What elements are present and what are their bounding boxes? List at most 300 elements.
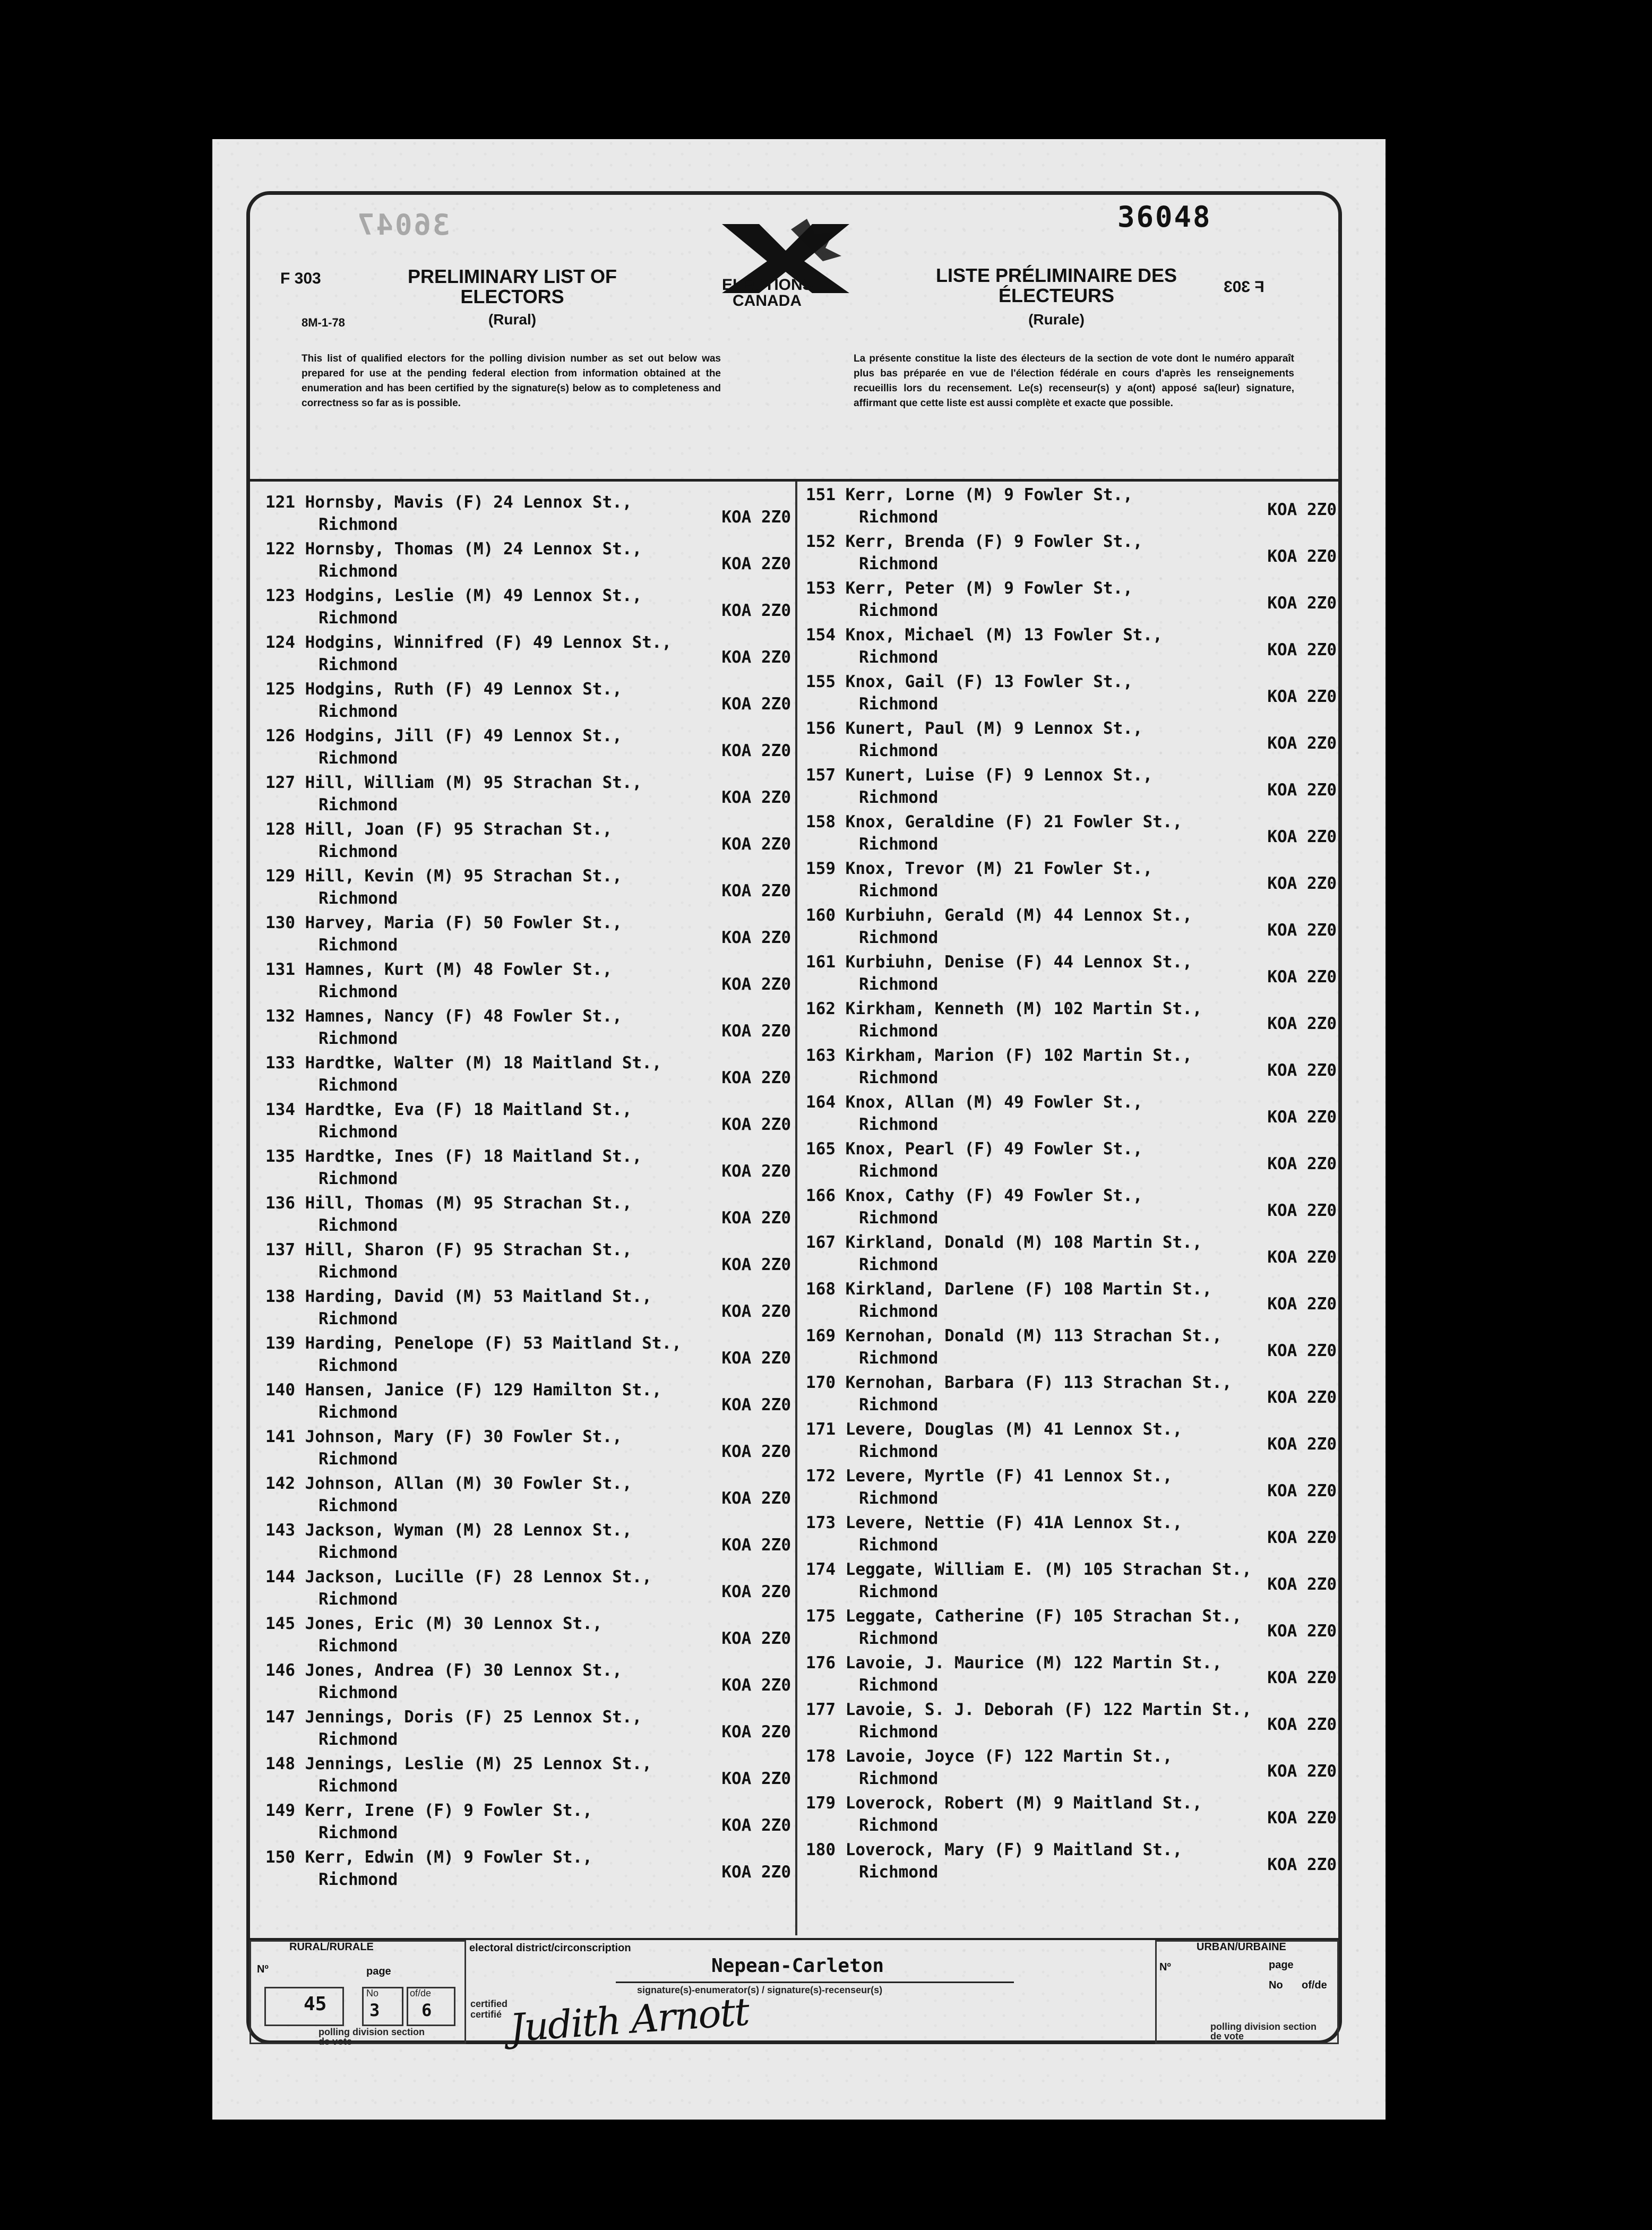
elector-line — [806, 1840, 1182, 1859]
elector-entry — [265, 1706, 791, 1753]
elector-line — [806, 1373, 1232, 1392]
elector-entry — [806, 1792, 1337, 1839]
elector-line — [265, 1194, 632, 1213]
elector-postal-code: KOA 2Z0 — [721, 1162, 791, 1181]
elector-line-2 — [806, 1435, 1337, 1463]
elector-number: 148 — [265, 1754, 295, 1773]
elector-number: 170 — [806, 1373, 836, 1392]
elector-line-2 — [265, 1816, 791, 1845]
elector-town: Richmond — [859, 554, 939, 573]
elector-line-2 — [806, 547, 1337, 576]
elector-entry — [265, 1520, 791, 1566]
elector-number: 141 — [265, 1427, 295, 1446]
elector-number: 156 — [806, 719, 836, 738]
elector-name-address: Jones, Eric (M) 30 Lennox St., — [305, 1614, 603, 1633]
elector-postal-code: KOA 2Z0 — [721, 1863, 791, 1882]
elector-line-2 — [265, 1115, 791, 1144]
elector-postal-code: KOA 2Z0 — [1267, 687, 1337, 706]
elector-number: 132 — [265, 1007, 295, 1026]
elector-postal-code: KOA 2Z0 — [721, 741, 791, 760]
elector-name-address: Jackson, Lucille (F) 28 Lennox St., — [305, 1567, 652, 1586]
elector-line — [265, 1614, 603, 1633]
elector-line-2 — [265, 1582, 791, 1611]
elector-postal-code: KOA 2Z0 — [721, 1208, 791, 1228]
elector-postal-code: KOA 2Z0 — [1267, 1668, 1337, 1687]
elector-entry — [265, 1193, 791, 1239]
elector-number: 179 — [806, 1794, 836, 1813]
elector-line-2 — [806, 1855, 1337, 1884]
elector-number: 160 — [806, 906, 836, 925]
elector-postal-code: KOA 2Z0 — [721, 1489, 791, 1508]
elector-name-address: Knox, Gail (F) 13 Fowler St., — [845, 672, 1133, 691]
elector-entry — [265, 1006, 791, 1052]
polling-division-label: polling division section de vote — [319, 2027, 425, 2047]
elector-name-address: Kurbiuhn, Denise (F) 44 Lennox St., — [845, 953, 1192, 972]
elector-line — [265, 1567, 652, 1586]
elector-postal-code: KOA 2Z0 — [721, 1676, 791, 1695]
elector-postal-code: KOA 2Z0 — [1267, 967, 1337, 987]
elector-line-2 — [806, 921, 1337, 949]
elector-town: Richmond — [319, 515, 398, 534]
elector-postal-code: KOA 2Z0 — [721, 1255, 791, 1274]
elector-postal-code: KOA 2Z0 — [1267, 1294, 1337, 1314]
elector-postal-code: KOA 2Z0 — [1267, 1575, 1337, 1594]
elector-line-2 — [806, 1341, 1337, 1370]
elector-entry — [806, 624, 1337, 671]
elector-town: Richmond — [319, 655, 398, 674]
elector-town: Richmond — [859, 601, 939, 620]
elector-postal-code: KOA 2Z0 — [1267, 1248, 1337, 1267]
elector-name-address: Kerr, Irene (F) 9 Fowler St., — [305, 1801, 592, 1820]
elector-line-2 — [265, 554, 791, 583]
elector-line-2 — [806, 1528, 1337, 1557]
elector-postal-code: KOA 2Z0 — [1267, 1201, 1337, 1220]
elector-town: Richmond — [859, 1769, 939, 1788]
elector-number: 149 — [265, 1801, 295, 1820]
elector-postal-code: KOA 2Z0 — [721, 554, 791, 573]
page-no-label: No — [366, 1988, 379, 1999]
elector-line-2 — [806, 1388, 1337, 1417]
elector-postal-code: KOA 2Z0 — [1267, 1715, 1337, 1734]
elector-postal-code: KOA 2Z0 — [721, 1769, 791, 1788]
elector-town: Richmond — [859, 1022, 939, 1041]
elector-entry — [806, 951, 1337, 998]
elector-entry — [806, 1652, 1337, 1699]
polling-division-number: 45 — [304, 1993, 327, 2015]
elector-line — [265, 1240, 632, 1259]
elector-name-address: Knox, Trevor (M) 21 Fowler St., — [845, 859, 1153, 878]
elector-line-2 — [806, 1014, 1337, 1043]
elector-line-2 — [265, 1489, 791, 1517]
elector-postal-code: KOA 2Z0 — [721, 835, 791, 854]
elector-name-address: Levere, Douglas (M) 41 Lennox St., — [845, 1420, 1183, 1439]
elector-entry — [265, 772, 791, 819]
elector-line-2 — [806, 1575, 1337, 1603]
intro-paragraph-fr: La présente constitue la liste des électeurs de la section de vote dont le numéro apparaît plus bas préparée en vue de l'élection fédérale en cours d'après les renseignements recueillis lors du recensement. Le(s) recenseur(s) y a(ont) apposé sa(leur) signature, affirmant que cette liste est aussi complète et exacte que possible. — [854, 353, 1294, 409]
elector-town: Richmond — [319, 1590, 398, 1609]
elector-line-2 — [265, 1208, 791, 1237]
elector-number: 137 — [265, 1240, 295, 1259]
elector-town: Richmond — [859, 1255, 939, 1274]
elector-name-address: Harvey, Maria (F) 50 Fowler St., — [305, 913, 622, 932]
elector-entry — [265, 1847, 791, 1893]
elector-postal-code: KOA 2Z0 — [1267, 1014, 1337, 1033]
subtitle-en: (Rural) — [488, 311, 537, 328]
elector-name-address: Knox, Cathy (F) 49 Fowler St., — [845, 1186, 1143, 1205]
urban-page-of-label: of/de — [1302, 1979, 1327, 1991]
elector-town: Richmond — [319, 1823, 398, 1842]
elector-number: 174 — [806, 1560, 836, 1579]
elector-postal-code: KOA 2Z0 — [721, 1629, 791, 1648]
elector-name-address: Hill, Sharon (F) 95 Strachan St., — [305, 1240, 632, 1259]
elector-line — [806, 485, 1133, 504]
elector-entry — [806, 1092, 1337, 1138]
enumerator-signature: Judith Arnott — [508, 1989, 750, 2051]
elector-entry — [265, 1660, 791, 1706]
elector-line — [265, 1754, 652, 1773]
electoral-district-name: Nepean-Carleton — [711, 1955, 884, 1977]
elector-name-address: Hardtke, Ines (F) 18 Maitland St., — [305, 1147, 642, 1166]
elector-entry — [265, 1473, 791, 1520]
elector-name-address: Johnson, Allan (M) 30 Fowler St., — [305, 1474, 632, 1493]
elector-number: 134 — [265, 1100, 295, 1119]
elector-number: 152 — [806, 532, 836, 551]
elector-number: 146 — [265, 1661, 295, 1680]
elector-number: 121 — [265, 493, 295, 512]
elector-postal-code: KOA 2Z0 — [1267, 1154, 1337, 1173]
elector-name-address: Jennings, Leslie (M) 25 Lennox St., — [305, 1754, 652, 1773]
elector-number: 128 — [265, 820, 295, 839]
subtitle-fr: (Rurale) — [1028, 311, 1085, 328]
elector-line — [806, 1560, 1252, 1579]
elector-number: 180 — [806, 1840, 836, 1859]
elector-number: 178 — [806, 1747, 836, 1766]
elector-line — [265, 586, 642, 605]
elector-number: 158 — [806, 812, 836, 831]
elector-number: 124 — [265, 633, 295, 652]
elections-canada-logo — [701, 219, 871, 325]
elector-line-2 — [265, 835, 791, 863]
elector-line — [265, 820, 612, 839]
elector-name-address: Hodgins, Jill (F) 49 Lennox St., — [305, 726, 622, 745]
elector-line — [806, 1466, 1173, 1486]
elector-number: 150 — [265, 1848, 295, 1867]
elector-town: Richmond — [859, 1816, 939, 1835]
elector-line — [265, 1334, 682, 1353]
certified-label: certified certifié — [470, 1999, 508, 2020]
elector-number: 125 — [265, 680, 295, 699]
elector-entry — [806, 858, 1337, 905]
elector-number: 139 — [265, 1334, 295, 1353]
elector-name-address: Jennings, Doris (F) 25 Lennox St., — [305, 1708, 642, 1727]
elector-line-2 — [806, 1622, 1337, 1650]
elector-entry — [265, 1613, 791, 1660]
elector-name-address: Levere, Myrtle (F) 41 Lennox St., — [845, 1466, 1173, 1486]
elector-town: Richmond — [859, 1722, 939, 1742]
elector-postal-code: KOA 2Z0 — [721, 1349, 791, 1368]
elector-line-2 — [265, 1302, 791, 1331]
elector-entry — [265, 492, 791, 538]
elector-town: Richmond — [319, 1403, 398, 1422]
elector-town: Richmond — [859, 1349, 939, 1368]
elector-postal-code: KOA 2Z0 — [1267, 1435, 1337, 1454]
elector-line-2 — [806, 500, 1337, 529]
elector-name-address: Levere, Nettie (F) 41A Lennox St., — [845, 1513, 1183, 1532]
elector-town: Richmond — [859, 648, 939, 667]
form-code-fr-ghost: F 303 — [1224, 278, 1264, 296]
elector-line-2 — [806, 874, 1337, 903]
elector-name-address: Hill, William (M) 95 Strachan St., — [305, 773, 642, 792]
elector-line — [806, 1233, 1202, 1252]
elector-line-2 — [806, 967, 1337, 996]
elector-town: Richmond — [319, 1870, 398, 1889]
elector-name-address: Hansen, Janice (F) 129 Hamilton St., — [305, 1380, 662, 1400]
elector-entry — [265, 632, 791, 679]
urban-label: URBAN/URBAINE — [1197, 1941, 1286, 1953]
elector-line — [806, 1046, 1192, 1065]
elector-name-address: Hardtke, Walter (M) 18 Maitland St., — [305, 1053, 662, 1073]
elector-line — [806, 953, 1192, 972]
elector-town: Richmond — [859, 835, 939, 854]
elector-town: Richmond — [319, 982, 398, 1001]
elector-postal-code: KOA 2Z0 — [1267, 734, 1337, 753]
elector-town: Richmond — [859, 1208, 939, 1228]
elector-line-2 — [806, 1061, 1337, 1090]
elector-town: Richmond — [859, 694, 939, 714]
elector-line — [806, 532, 1143, 551]
elector-postal-code: KOA 2Z0 — [1267, 547, 1337, 566]
elector-name-address: Kerr, Peter (M) 9 Fowler St., — [845, 579, 1133, 598]
rural-page-label: page — [366, 1966, 391, 1977]
elector-entry — [806, 718, 1337, 765]
elector-line — [806, 1093, 1143, 1112]
elector-postal-code: KOA 2Z0 — [1267, 1061, 1337, 1080]
electoral-district-label: electoral district/circonscription — [469, 1942, 631, 1954]
elector-line — [806, 1280, 1212, 1299]
elector-name-address: Kunert, Luise (F) 9 Lennox St., — [845, 766, 1153, 785]
elector-entry — [265, 1800, 791, 1847]
elector-number: 130 — [265, 913, 295, 932]
elector-line-2 — [265, 741, 791, 770]
elector-town: Richmond — [319, 702, 398, 721]
elector-line — [806, 906, 1192, 925]
elector-number: 164 — [806, 1093, 836, 1112]
elector-line — [806, 672, 1133, 691]
elector-postal-code: KOA 2Z0 — [1267, 1808, 1337, 1828]
elector-line-2 — [806, 1668, 1337, 1697]
elector-town: Richmond — [859, 1676, 939, 1695]
elector-number: 155 — [806, 672, 836, 691]
elector-town: Richmond — [859, 928, 939, 947]
elector-line-2 — [265, 1676, 791, 1704]
elector-entry — [806, 1699, 1337, 1746]
elector-line — [265, 1007, 622, 1026]
elector-entry — [806, 1325, 1337, 1372]
elector-postal-code: KOA 2Z0 — [1267, 874, 1337, 893]
elector-town: Richmond — [319, 1496, 398, 1515]
elector-entry — [265, 679, 791, 725]
elector-line-2 — [265, 928, 791, 957]
elector-name-address: Kerr, Lorne (M) 9 Fowler St., — [845, 485, 1133, 504]
elector-town: Richmond — [319, 795, 398, 814]
elector-town: Richmond — [319, 1076, 398, 1095]
elector-town: Richmond — [319, 1450, 398, 1469]
elector-line — [265, 1380, 662, 1400]
elector-line-2 — [265, 1162, 791, 1190]
elector-name-address: Hodgins, Leslie (M) 49 Lennox St., — [305, 586, 642, 605]
elector-number: 133 — [265, 1053, 295, 1073]
elector-line — [265, 1053, 662, 1073]
elector-entry — [806, 1232, 1337, 1279]
elector-town: Richmond — [319, 749, 398, 768]
elector-line — [806, 719, 1143, 738]
elector-number: 131 — [265, 960, 295, 979]
elector-entry — [806, 1185, 1337, 1232]
elector-postal-code: KOA 2Z0 — [721, 788, 791, 807]
elector-line — [806, 859, 1152, 878]
elector-name-address: Hamnes, Nancy (F) 48 Fowler St., — [305, 1007, 622, 1026]
elector-line-2 — [265, 1442, 791, 1471]
elector-number: 151 — [806, 485, 836, 504]
elector-postal-code: KOA 2Z0 — [1267, 1528, 1337, 1547]
elector-postal-code: KOA 2Z0 — [1267, 1341, 1337, 1360]
urban-polling-division-label: polling division section de vote — [1210, 2021, 1317, 2042]
elector-town: Richmond — [859, 508, 939, 527]
elector-entry — [265, 1286, 791, 1333]
elector-line-2 — [265, 508, 791, 536]
elector-town: Richmond — [319, 1309, 398, 1328]
elector-entry — [806, 1372, 1337, 1419]
elector-line-2 — [265, 694, 791, 723]
elector-entry — [806, 1279, 1337, 1325]
elector-line-2 — [806, 734, 1337, 762]
elector-postal-code: KOA 2Z0 — [1267, 500, 1337, 519]
title-en: PRELIMINARY LIST OF ELECTORS — [407, 265, 617, 307]
electors-column-left — [265, 492, 791, 1893]
elector-postal-code: KOA 2Z0 — [721, 1115, 791, 1134]
elector-line — [265, 1801, 592, 1820]
elector-number: 173 — [806, 1513, 836, 1532]
elector-postal-code: KOA 2Z0 — [721, 694, 791, 714]
elector-line-2 — [806, 1201, 1337, 1230]
elector-number: 171 — [806, 1420, 836, 1439]
elector-name-address: Knox, Pearl (F) 49 Fowler St., — [845, 1139, 1143, 1159]
elector-town: Richmond — [859, 1489, 939, 1508]
column-divider — [795, 482, 797, 1935]
elector-number: 153 — [806, 579, 836, 598]
elector-town: Richmond — [319, 1263, 398, 1282]
elector-postal-code: KOA 2Z0 — [721, 975, 791, 994]
elector-number: 145 — [265, 1614, 295, 1633]
elector-line-2 — [265, 1722, 791, 1751]
elector-number: 177 — [806, 1700, 836, 1719]
elector-postal-code: KOA 2Z0 — [721, 1395, 791, 1414]
elector-postal-code: KOA 2Z0 — [721, 1302, 791, 1321]
elector-entry — [265, 1379, 791, 1426]
logo-text-canada: CANADA — [733, 292, 802, 310]
elector-line — [265, 726, 622, 745]
elector-postal-code: KOA 2Z0 — [721, 648, 791, 667]
elector-number: 163 — [806, 1046, 836, 1065]
elector-line-2 — [806, 1154, 1337, 1183]
elector-number: 127 — [265, 773, 295, 792]
elector-entry — [265, 1566, 791, 1613]
elector-name-address: Hornsby, Mavis (F) 24 Lennox St., — [305, 493, 632, 512]
elector-town: Richmond — [319, 1356, 398, 1375]
elector-name-address: Hodgins, Ruth (F) 49 Lennox St., — [305, 680, 622, 699]
elector-postal-code: KOA 2Z0 — [1267, 1108, 1337, 1127]
elector-line — [265, 1848, 592, 1867]
page-of-total: 6 — [421, 2000, 432, 2020]
elector-name-address: Loverock, Mary (F) 9 Maitland St., — [845, 1840, 1183, 1859]
elector-postal-code: KOA 2Z0 — [1267, 1855, 1337, 1874]
elector-entry — [265, 585, 791, 632]
elector-entry — [806, 1465, 1337, 1512]
elector-entry — [806, 578, 1337, 624]
form-date: 8M-1-78 — [302, 316, 345, 329]
page-number: 3 — [369, 2000, 380, 2020]
elector-number: 169 — [806, 1326, 836, 1345]
elector-name-address: Hill, Thomas (M) 95 Strachan St., — [305, 1194, 632, 1213]
urban-page-label: page — [1269, 1959, 1294, 1971]
elector-town: Richmond — [859, 1442, 939, 1461]
elector-postal-code: KOA 2Z0 — [1267, 1481, 1337, 1500]
elector-entry — [806, 905, 1337, 951]
elector-postal-code: KOA 2Z0 — [721, 1442, 791, 1461]
elector-entry — [806, 671, 1337, 718]
elector-entry — [806, 1839, 1337, 1886]
elector-town: Richmond — [859, 741, 939, 760]
elector-name-address: Jackson, Wyman (M) 28 Lennox St., — [305, 1521, 632, 1540]
elector-line — [806, 1186, 1143, 1205]
elector-name-address: Hill, Joan (F) 95 Strachan St., — [305, 820, 613, 839]
elector-town: Richmond — [859, 975, 939, 994]
elector-line — [265, 633, 672, 652]
elector-number: 138 — [265, 1287, 295, 1306]
elector-line-2 — [806, 827, 1337, 856]
elector-number: 168 — [806, 1280, 836, 1299]
elector-line — [806, 1607, 1242, 1626]
elector-line — [265, 913, 622, 932]
elector-line — [265, 539, 642, 559]
elector-number: 165 — [806, 1139, 836, 1159]
elector-town: Richmond — [319, 889, 398, 908]
elector-postal-code: KOA 2Z0 — [721, 881, 791, 900]
elector-number: 129 — [265, 867, 295, 886]
elector-town: Richmond — [319, 1029, 398, 1048]
elector-entry — [265, 865, 791, 912]
elector-postal-code: KOA 2Z0 — [721, 928, 791, 947]
elector-line — [265, 1521, 632, 1540]
elector-number: 142 — [265, 1474, 295, 1493]
elector-entry — [265, 1753, 791, 1800]
elector-line — [265, 493, 632, 512]
elector-line-2 — [265, 1068, 791, 1097]
elector-entry — [806, 1512, 1337, 1559]
elector-number: 157 — [806, 766, 836, 785]
elector-name-address: Kunert, Paul (M) 9 Lennox St., — [845, 719, 1143, 738]
elector-postal-code: KOA 2Z0 — [721, 601, 791, 620]
elector-number: 143 — [265, 1521, 295, 1540]
rural-label: RURAL/RURALE — [289, 1941, 374, 1953]
electors-column-right — [806, 484, 1337, 1886]
elector-town: Richmond — [859, 1863, 939, 1882]
elector-name-address: Loverock, Robert (M) 9 Maitland St., — [845, 1794, 1202, 1813]
elector-number: 144 — [265, 1567, 295, 1586]
elector-name-address: Hill, Kevin (M) 95 Strachan St., — [305, 867, 622, 886]
urban-no-label: Nº — [1159, 1961, 1171, 1973]
elector-town: Richmond — [319, 1169, 398, 1188]
